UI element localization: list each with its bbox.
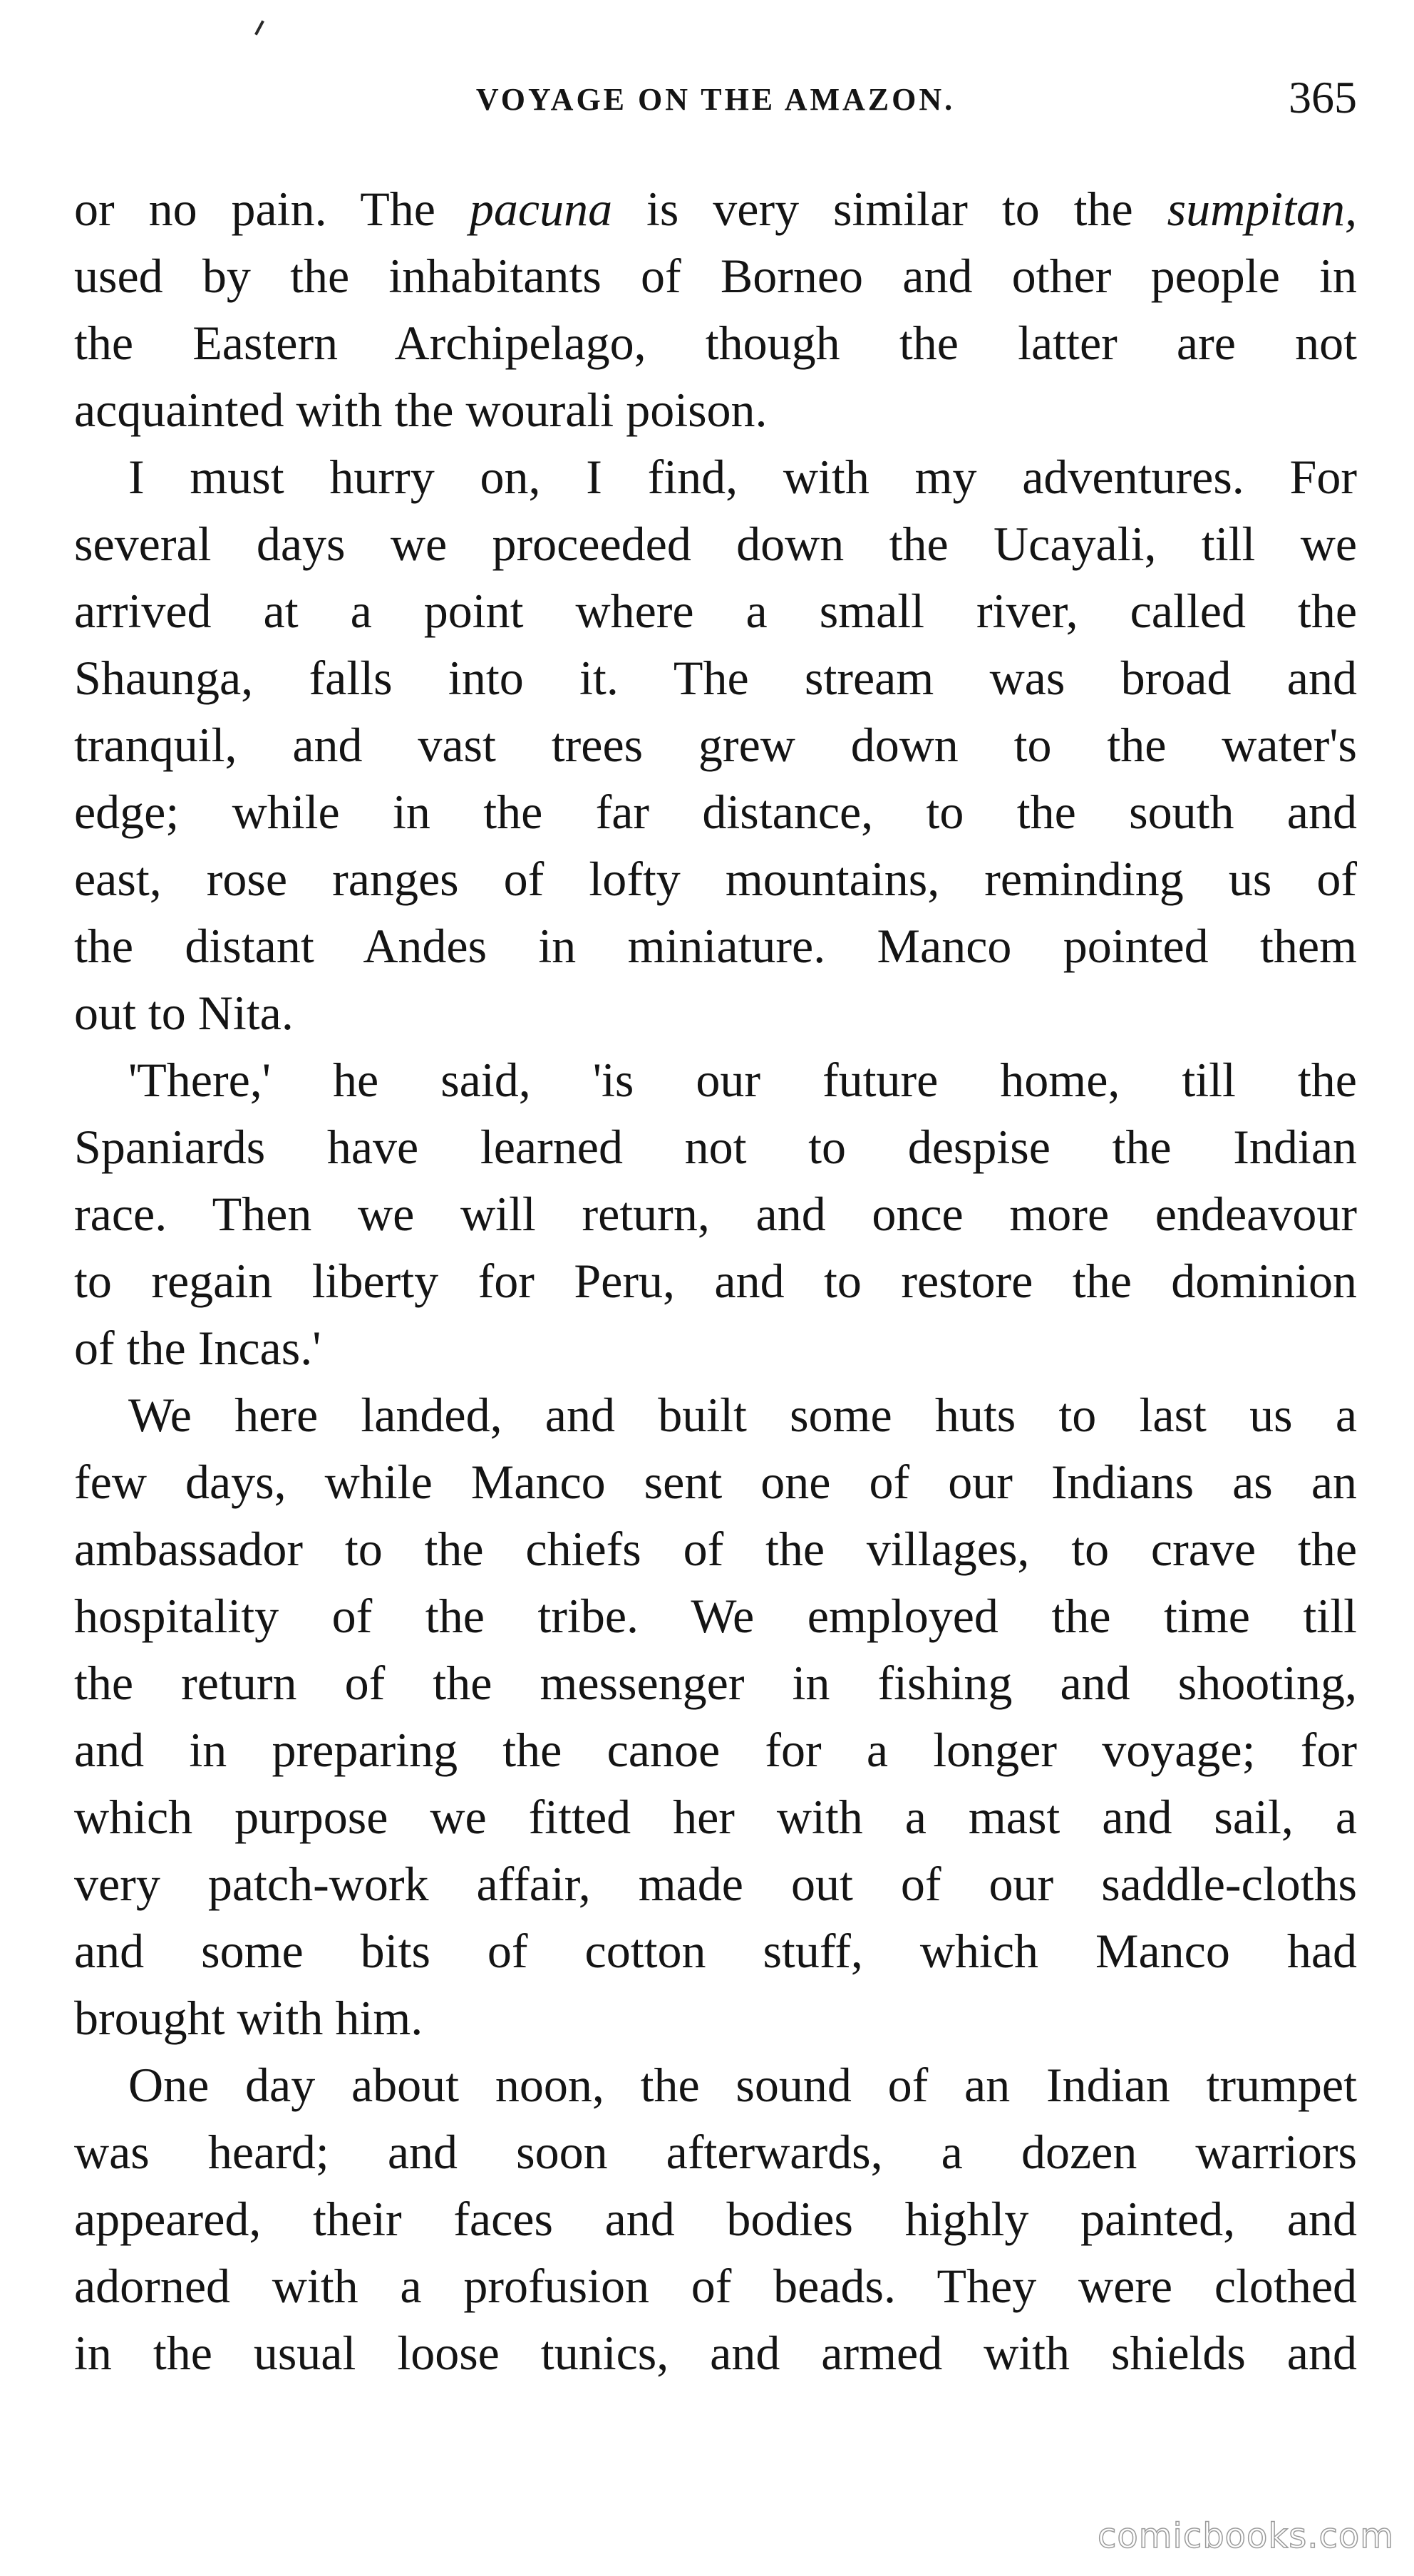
text-line: very patch-work affair, made out of our saddle-cloths [74, 1857, 1357, 1911]
text-line: the Eastern Archipelago, though the latter are not [74, 316, 1357, 370]
text-line: of the Incas.' [74, 1321, 321, 1375]
text-line: ambassador to the chiefs of the villages, to crave the [74, 1522, 1357, 1576]
text-line: race. Then we will return, and once more endeavour [74, 1187, 1357, 1241]
text-line: appeared, their faces and bodies highly painted, and [74, 2192, 1357, 2246]
text-line: We here landed, and built some huts to last us a [128, 1388, 1357, 1442]
print-mark [254, 20, 264, 35]
watermark: comicbooks.com [1097, 2516, 1394, 2556]
text-line: Spaniards have learned not to despise the Indian [74, 1120, 1357, 1174]
body-text [74, 175, 1357, 2386]
text-line: tranquil, and vast trees grew down to the water's [74, 718, 1357, 772]
text-line: 'There,' he said, 'is our future home, till the [128, 1053, 1357, 1107]
text-line: out to Nita. [74, 986, 294, 1040]
text-line: in the usual loose tunics, and armed with shields and [74, 2326, 1357, 2380]
text-line: hospitality of the tribe. We employed the time till [74, 1589, 1357, 1643]
text-line: One day about noon, the sound of an Indian trumpet [128, 2058, 1357, 2112]
text-line: and some bits of cotton stuff, which Manco had [74, 1924, 1357, 1978]
running-header [74, 68, 1357, 125]
text-line: and in preparing the canoe for a longer voyage; for [74, 1723, 1357, 1777]
text-line: I must hurry on, I find, with my adventures. For [128, 450, 1357, 504]
running-title: VOYAGE ON THE AMAZON. [475, 82, 956, 117]
text-line: the distant Andes in miniature. Manco pointed them [74, 919, 1357, 973]
text-line: to regain liberty for Peru, and to restore the dominion [74, 1254, 1357, 1308]
text-line: adorned with a profusion of beads. They were clothed [74, 2259, 1357, 2313]
text-line: few days, while Manco sent one of our Indians as an [74, 1455, 1357, 1509]
text-line: Shaunga, falls into it. The stream was broad and [74, 651, 1357, 705]
text-line: the return of the messenger in fishing and shooting, [74, 1656, 1357, 1710]
text-line: several days we proceeded down the Ucayali, till we [74, 517, 1357, 571]
text-line: was heard; and soon afterwards, a dozen warriors [74, 2125, 1357, 2179]
page-number: 365 [1289, 72, 1357, 123]
text-line: arrived at a point where a small river, called the [74, 584, 1357, 638]
text-line: which purpose we fitted her with a mast and sail, a [74, 1790, 1357, 1844]
text-line: used by the inhabitants of Borneo and other people in [74, 249, 1357, 303]
text-line: edge; while in the far distance, to the south and [74, 785, 1357, 839]
text-line: acquainted with the wourali poison. [74, 383, 768, 437]
text-line: east, rose ranges of lofty mountains, reminding us of [74, 852, 1357, 906]
text-line: or no pain. The pacuna is very similar to the sumpitan, [74, 182, 1357, 236]
text-line: brought with him. [74, 1991, 423, 2045]
